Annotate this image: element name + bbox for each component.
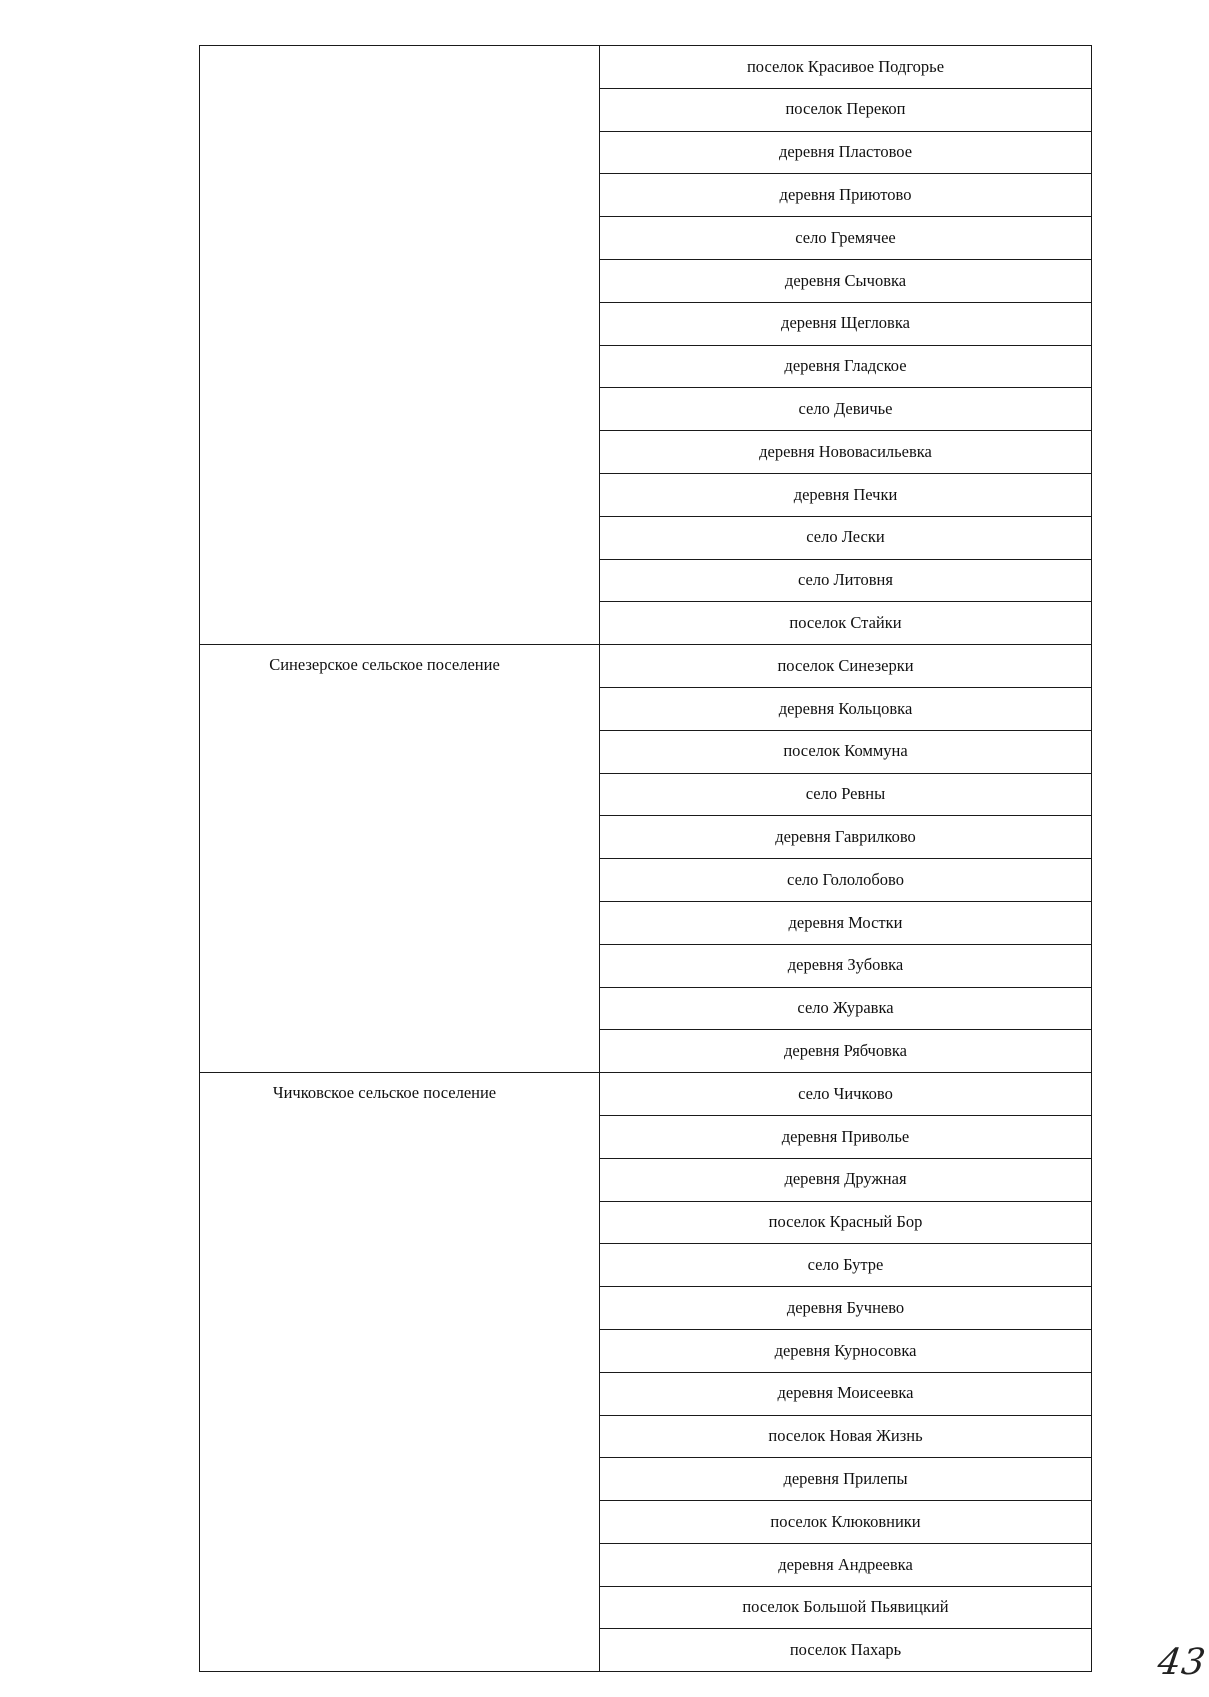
settlement-cell: деревня Андреевка: [600, 1543, 1092, 1586]
settlement-cell: деревня Гладское: [600, 345, 1092, 388]
settlement-cell: поселок Пахарь: [600, 1629, 1092, 1672]
settlement-cell: деревня Приютово: [600, 174, 1092, 217]
settlement-cell: поселок Коммуна: [600, 730, 1092, 773]
table-row: [200, 645, 1092, 688]
settlement-cell: деревня Зубовка: [600, 944, 1092, 987]
settlement-cell: село Гололобово: [600, 859, 1092, 902]
settlement-cell: поселок Перекоп: [600, 88, 1092, 131]
settlement-cell: село Девичье: [600, 388, 1092, 431]
settlement-cell: поселок Синезерки: [600, 645, 1092, 688]
settlement-cell: село Журавка: [600, 987, 1092, 1030]
settlements-table: [199, 45, 1092, 1672]
table-row: [200, 46, 1092, 89]
district-cell: Синезерское сельское поселение: [200, 645, 600, 1073]
settlement-cell: деревня Сычовка: [600, 259, 1092, 302]
settlement-cell: поселок Красивое Подгорье: [600, 46, 1092, 89]
settlement-cell: деревня Дружная: [600, 1158, 1092, 1201]
settlement-cell: село Литовня: [600, 559, 1092, 602]
settlement-cell: деревня Мостки: [600, 901, 1092, 944]
settlement-cell: поселок Стайки: [600, 602, 1092, 645]
settlement-cell: село Чичково: [600, 1073, 1092, 1116]
table-body: [200, 46, 1092, 1672]
settlement-cell: деревня Моисеевка: [600, 1372, 1092, 1415]
settlement-cell: село Гремячее: [600, 217, 1092, 260]
settlement-cell: деревня Печки: [600, 473, 1092, 516]
settlement-cell: деревня Рябчовка: [600, 1030, 1092, 1073]
page-number: 43: [1155, 1642, 1209, 1683]
settlement-cell: поселок Красный Бор: [600, 1201, 1092, 1244]
settlement-cell: поселок Новая Жизнь: [600, 1415, 1092, 1458]
settlement-cell: деревня Пластовое: [600, 131, 1092, 174]
settlement-cell: деревня Гаврилково: [600, 816, 1092, 859]
settlement-cell: село Бутре: [600, 1244, 1092, 1287]
settlement-cell: поселок Большой Пьявицкий: [600, 1586, 1092, 1629]
settlement-cell: деревня Приволье: [600, 1115, 1092, 1158]
district-cell: Чичковское сельское поселение: [200, 1073, 600, 1672]
settlement-cell: деревня Прилепы: [600, 1458, 1092, 1501]
settlement-cell: деревня Бучнево: [600, 1287, 1092, 1330]
district-cell: [200, 46, 600, 645]
settlement-cell: село Лески: [600, 516, 1092, 559]
settlement-cell: деревня Курносовка: [600, 1329, 1092, 1372]
table-row: [200, 1073, 1092, 1116]
settlement-cell: село Ревны: [600, 773, 1092, 816]
settlement-cell: деревня Щегловка: [600, 302, 1092, 345]
settlement-cell: поселок Клюковники: [600, 1501, 1092, 1544]
settlement-cell: деревня Кольцовка: [600, 687, 1092, 730]
settlement-cell: деревня Нововасильевка: [600, 431, 1092, 474]
